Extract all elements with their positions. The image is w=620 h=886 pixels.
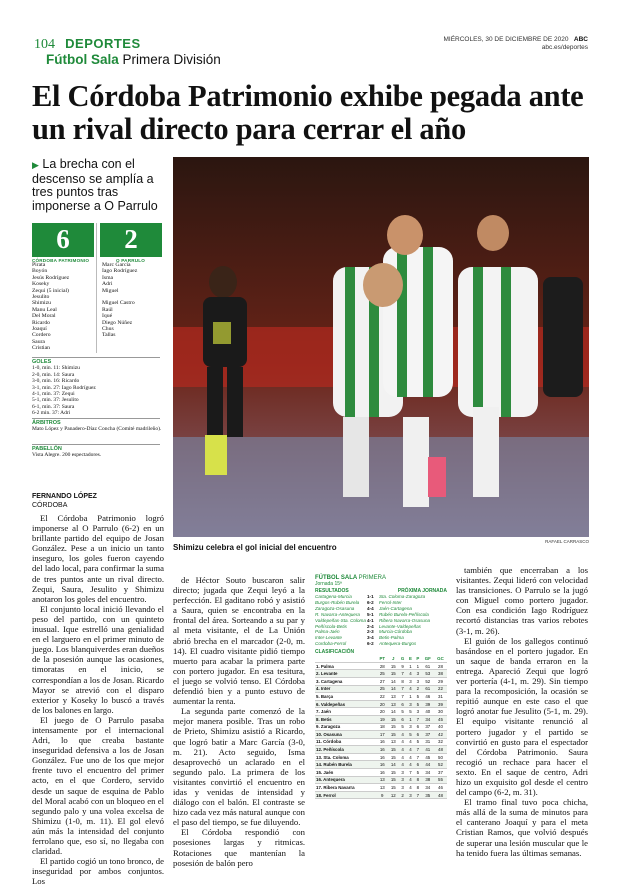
- stat-cell: 3: [398, 784, 406, 792]
- stat-cell: 4: [407, 784, 414, 792]
- home-player: Pirata: [32, 262, 46, 268]
- team-name: 7. Jaén: [315, 708, 377, 716]
- referees-text: Mato López y Panadero-Díaz Concha (Comité madrileño).: [32, 426, 162, 433]
- stat-cell: 14: [388, 761, 398, 769]
- stat-cell: 22: [434, 685, 447, 693]
- stat-cell: 14: [388, 708, 398, 716]
- result-score: 2-4: [367, 623, 374, 629]
- body-column-1: [32, 513, 164, 886]
- stat-cell: 50: [434, 753, 447, 761]
- goal-line: 2-0, min. 14: Saura: [32, 371, 75, 378]
- table-row: [315, 791, 447, 799]
- stat-cell: 15: [388, 715, 398, 723]
- team-name: 3. Cartagena: [315, 677, 377, 685]
- team-name: 11. Córdoba: [315, 738, 377, 746]
- result-match: Peñíscola-Betis: [315, 623, 347, 629]
- body-paragraph: El conjunto local inició llevando el peso del partido, con un quinteto inusual. Ique estrelló una genialidad en el larguero en el primer minuto de juego. Los blanquiverdes eran dueños de la posesión aunque las ocasiones, timoratas en el inicio, se correspondían a los de Josan. Ricardo Mayor se atrevió con el disparo exterior y Koseky lo buscó a través de los balones en largo.: [32, 603, 164, 715]
- body-paragraph: El guión de los gallegos continuó basándose en el portero jugador. En un saque de banda erraron en la entrega. Apareció Zequi que logró ver portería (4-1, m. 29). Sin tiempo para la recomposición, la ocasión se repitió aunque en este caso el que logró anotar fue Jesulito (5-1, m. 29). El equipo visitante renunció al portero jugador y el partido se convirtió en gusto para el espectador del Córdoba Patrimonio. Saura recogió un rechace para hacer el sexto. En el saque de centro, Adri hizo un exquisito gol desde el centro del campo (6-2, m. 31).: [456, 635, 588, 798]
- stat-cell: 16: [377, 761, 389, 769]
- away-player: Chus: [102, 326, 114, 333]
- stat-cell: 5: [407, 708, 414, 716]
- home-player: Zequi (5 inicial): [32, 287, 69, 294]
- stat-cell: 5: [398, 708, 406, 716]
- subsection-bold: Fútbol Sala: [46, 52, 119, 67]
- table-title-bold: FÚTBOL SALA: [315, 575, 357, 581]
- away-player: Adri: [102, 281, 113, 288]
- result-score: 6-2: [367, 599, 374, 605]
- team-name: 10. Osasuna: [315, 731, 377, 739]
- team-name: 17. Ribera Navarra: [315, 784, 377, 792]
- team-name: 8. Betis: [315, 715, 377, 723]
- away-player: Isma: [102, 274, 114, 281]
- stat-cell: 4: [407, 746, 414, 754]
- home-player: Manu Leal: [32, 306, 57, 313]
- page-header: [34, 36, 141, 53]
- column-header: GF: [422, 655, 434, 662]
- byline: [32, 492, 97, 510]
- home-player: Shimizu: [32, 300, 51, 307]
- stat-cell: 34: [422, 784, 434, 792]
- stat-cell: 1: [407, 715, 414, 723]
- stat-cell: 32: [434, 738, 447, 746]
- goal-line: 3-1, min. 27: Iago Rodríguez: [32, 384, 96, 391]
- away-player: Miguel: [102, 287, 119, 294]
- stat-cell: 3: [407, 791, 414, 799]
- website: abc.es/deportes: [541, 44, 588, 51]
- team-name: 6. Valdepeñas: [315, 700, 377, 708]
- table-row: [315, 723, 447, 731]
- header-meta: [443, 36, 588, 52]
- stat-cell: 5: [414, 738, 421, 746]
- stat-cell: 3: [398, 776, 406, 784]
- away-player: Marc García: [102, 262, 131, 268]
- stat-cell: 15: [388, 776, 398, 784]
- result-score: 6-2: [367, 641, 374, 647]
- stat-cell: 16: [377, 738, 389, 746]
- stat-cell: 2: [414, 685, 421, 693]
- standings-table: [315, 655, 447, 799]
- body-paragraph: El juego de O Parrulo pasaba intensamente por el internacional Adri, lo que creaba bastante inseguridad defensiva a los de Josan González. Fue uno de los que mejor frente tuvo el encuentro del primer acto, en el que Cordero, servido desde un saque de esquina de Pablo del Moral acabó con un bloqueo en el segundo palo y una volea excelsa de Shimizu (1-0, m. 11). El gol elevó aún más la intensidad del conjunto ferrolano que, eso sí, no llegaba con claridad.: [32, 714, 164, 857]
- stat-cell: 20: [377, 708, 389, 716]
- stat-cell: 25: [377, 685, 389, 693]
- column-header: P: [414, 655, 421, 662]
- stat-cell: 13: [388, 738, 398, 746]
- body-column-2: [173, 575, 305, 868]
- stat-cell: 7: [407, 769, 414, 777]
- stat-cell: 3: [398, 769, 406, 777]
- standings-box: [315, 575, 447, 799]
- result-match: Cordoba-Ferrol: [315, 641, 347, 647]
- stat-cell: 4: [398, 731, 406, 739]
- table-row: [315, 738, 447, 746]
- table-row: [315, 776, 447, 784]
- stat-cell: 17: [377, 731, 389, 739]
- stat-cell: 2: [398, 791, 406, 799]
- stat-cell: 3: [414, 708, 421, 716]
- stat-cell: 8: [414, 776, 421, 784]
- stat-cell: 20: [377, 700, 389, 708]
- goal-line: 1-0, min. 11: Shimizu: [32, 365, 80, 372]
- table-row: [315, 662, 447, 670]
- brand: ABC: [573, 36, 588, 43]
- deck: [32, 158, 160, 213]
- away-player: Miguel Castro: [102, 300, 135, 307]
- stat-cell: 4: [407, 776, 414, 784]
- result-match: Valdepeñas-Sta. Coloma: [315, 617, 366, 623]
- team-name: 9. Zaragoza: [315, 723, 377, 731]
- stat-cell: 4: [407, 761, 414, 769]
- team-name: 4. Inter: [315, 685, 377, 693]
- stat-cell: 38: [434, 670, 447, 678]
- result-match: Palma-Jaén: [315, 629, 340, 635]
- stat-cell: 5: [414, 700, 421, 708]
- stat-cell: 5: [414, 693, 421, 701]
- stat-cell: 5: [407, 731, 414, 739]
- result-score: 4-4: [367, 605, 374, 611]
- author: FERNANDO LÓPEZ: [32, 493, 97, 500]
- stat-cell: 7: [414, 715, 421, 723]
- stat-cell: 8: [414, 784, 421, 792]
- home-player: Boyón: [32, 268, 48, 275]
- stat-cell: 3: [414, 670, 421, 678]
- stat-cell: 3: [407, 723, 414, 731]
- stat-cell: 45: [422, 753, 434, 761]
- stat-cell: 14: [388, 677, 398, 685]
- table-row: [315, 769, 447, 777]
- team-name: 14. Rubén Burela: [315, 761, 377, 769]
- stat-cell: 3: [414, 677, 421, 685]
- stat-cell: 1: [407, 693, 414, 701]
- home-lineup: [32, 262, 69, 352]
- stat-cell: 16: [377, 746, 389, 754]
- column-header: PT: [377, 655, 389, 662]
- away-player: Tallas: [102, 332, 116, 339]
- stat-cell: 46: [434, 784, 447, 792]
- venue-section: [32, 446, 162, 459]
- stat-cell: 15: [388, 753, 398, 761]
- stat-cell: 9: [398, 662, 406, 670]
- next-match: Ribera Navarra-Osasuna: [379, 617, 431, 623]
- table-row: [315, 746, 447, 754]
- table-row: [315, 753, 447, 761]
- result-score: 1-1: [367, 594, 374, 599]
- stat-cell: 39: [422, 700, 434, 708]
- stat-cell: 9: [377, 791, 389, 799]
- table-row: [315, 685, 447, 693]
- team-name: 16. Antequera: [315, 776, 377, 784]
- table-row: [315, 677, 447, 685]
- stat-cell: 6: [414, 731, 421, 739]
- result-score: 2-3: [367, 629, 374, 635]
- stat-cell: 7: [414, 791, 421, 799]
- team-name: 13. Sta. Coloma: [315, 753, 377, 761]
- stat-cell: 3: [407, 677, 414, 685]
- home-player: Joaquí: [32, 326, 47, 333]
- stat-cell: 12: [388, 791, 398, 799]
- away-team: O PARRULO: [116, 258, 146, 263]
- stat-cell: 52: [422, 677, 434, 685]
- stat-cell: 48: [434, 746, 447, 754]
- stat-cell: 13: [388, 693, 398, 701]
- referees-section: [32, 420, 162, 433]
- stat-cell: 4: [398, 738, 406, 746]
- stat-cell: 53: [422, 670, 434, 678]
- away-score: 2: [100, 223, 162, 257]
- stat-cell: 25: [377, 670, 389, 678]
- table-row: [315, 761, 447, 769]
- stat-cell: 5: [414, 769, 421, 777]
- table-row: [315, 670, 447, 678]
- players-celebrating-image: [173, 157, 589, 537]
- stat-cell: 27: [377, 677, 389, 685]
- table-row: [315, 700, 447, 708]
- stat-cell: 39: [434, 700, 447, 708]
- stat-cell: 4: [407, 670, 414, 678]
- stat-cell: 19: [377, 715, 389, 723]
- body-paragraph: La segunda parte comenzó de la mejor manera posible. Tras un robo de Prieto, Shimizu asistió a Ricardo, que logró batir a Marc García (3-0, m. 21). Acto seguido, Isma desaprovechó un aclarado en el segundo palo. La primera de los visitantes convirtió el encuentro en idas y venidas de intensidad y diálogo con el balón. El contraste se hizo cada vez más natural aunque con el paso del tiempo, se fue diluyendo.: [173, 706, 305, 828]
- stat-cell: 5: [398, 723, 406, 731]
- next-match: Antequera-Burgos: [379, 641, 417, 647]
- next-match: Jaén-Cartagena: [379, 605, 412, 611]
- body-paragraph: también que encerraban a los visitantes. Zequi lideró con velocidad las transiciones. O Parrulo se la jugó con Miguel como portero jugador. Con esa condición Iago Rodríguez recortó distancias tras varios rebotes (3-1, m. 26).: [456, 565, 588, 636]
- stat-cell: 41: [422, 746, 434, 754]
- stat-cell: 37: [434, 769, 447, 777]
- stat-cell: 45: [434, 715, 447, 723]
- body-paragraph: de Héctor Souto buscaron salir directo; jugada que Zequi leyó a la perfección. El gaditano robó y asistió a Saura, quien se encontraba en la frontal del área. Sorteando a su par y al meta visitante, el de La Unión abrió brecha en el marcador (2-0, m. 14). El cuadro visitante pidió tiempo muerto para acabar la primera parte con portero jugador. En esa tesitura, el juego se volvió tenso. El Córdoba defendió bien y a punto estuvo de aumentar la renta.: [173, 575, 305, 707]
- stat-cell: 40: [422, 708, 434, 716]
- body-paragraph: El Córdoba Patrimonio logró imponerse al O Parrulo (6-2) en un brillante partido del equipo de Josan González. Pese a un inicio un tanto inseguro, los goles fueron cayendo del lado local, para confirmar la suma de tres puntos ante un rival directo. Zequi, Saura, Jesulito y Shimizu anotaron los goles del encuentro.: [32, 513, 164, 604]
- body-paragraph: El partido cogió un tono bronco, de inseguridad por ambos conjuntos. Los: [32, 856, 164, 886]
- goal-line: 3-0, min. 16: Ricardo: [32, 378, 80, 385]
- home-player: Jesulito: [32, 294, 50, 301]
- stat-cell: 46: [422, 693, 434, 701]
- stat-cell: 13: [388, 700, 398, 708]
- stat-cell: 15: [388, 746, 398, 754]
- result-score: 4-1: [367, 617, 374, 623]
- stat-cell: 28: [434, 662, 447, 670]
- stat-cell: 1: [407, 662, 414, 670]
- stat-cell: 22: [377, 693, 389, 701]
- stat-cell: 6: [414, 761, 421, 769]
- stat-cell: 30: [434, 708, 447, 716]
- stat-cell: 8: [398, 677, 406, 685]
- table-row: [315, 731, 447, 739]
- stat-cell: 15: [388, 670, 398, 678]
- next-match: Sta. Coloma-Zaragoza: [379, 594, 426, 599]
- home-team: CÓRDOBA PATRIMONIO: [32, 258, 90, 263]
- stat-cell: 4: [398, 753, 406, 761]
- subsection-rest: Primera División: [122, 52, 221, 67]
- next-match: Levante-Valdepeñas: [379, 623, 421, 629]
- stat-cell: 7: [414, 753, 421, 761]
- stat-cell: 3: [407, 700, 414, 708]
- stat-cell: 34: [422, 769, 434, 777]
- photo-caption: Shimizu celebra el gol inicial del encuentro: [173, 543, 337, 552]
- result-match: R. Navarra-Antequera: [315, 611, 360, 617]
- home-score: 6: [32, 223, 94, 257]
- stat-cell: 1: [414, 662, 421, 670]
- triangle-bullet-icon: ▶: [32, 160, 39, 170]
- home-player: Del Moral: [32, 313, 56, 320]
- stat-cell: 28: [377, 662, 389, 670]
- stat-cell: 61: [422, 685, 434, 693]
- stat-cell: 18: [377, 723, 389, 731]
- team-name: 18. Ferrol: [315, 791, 377, 799]
- column-header: G: [398, 655, 406, 662]
- goals-label: GOLES: [32, 359, 52, 365]
- stat-cell: 16: [377, 769, 389, 777]
- away-player: Iqué: [102, 313, 113, 320]
- section-name: DEPORTES: [65, 36, 141, 51]
- body-paragraph: El Córdoba respondió con posesiones largas y ritmicas. Rotaciones que mantenían la posesión de balón pero: [173, 827, 305, 868]
- team-name: 15. Jaén: [315, 769, 377, 777]
- stat-cell: 6: [414, 723, 421, 731]
- subsection: [46, 52, 221, 67]
- result-row: [315, 641, 447, 647]
- class-label: CLASIFICACIÓN: [315, 649, 355, 656]
- jornada: Jornada 15ª: [315, 581, 342, 587]
- table-row: [315, 784, 447, 792]
- stat-cell: 6: [398, 700, 406, 708]
- stat-cell: 13: [377, 776, 389, 784]
- stat-cell: 15: [388, 662, 398, 670]
- stat-cell: 7: [398, 693, 406, 701]
- team-name: 5. Barça: [315, 693, 377, 701]
- home-player: Cordero: [32, 332, 51, 339]
- next-match: Betis-Palma: [379, 635, 404, 641]
- stat-cell: 6: [398, 715, 406, 723]
- body-paragraph: El tramo final tuvo poca chicha, más allá de la suma de minutos para el canterano Joaquí y para el meta Cristian Ramos, que volvió después de superar una lesión muscular que le ha tenido fuera las últimas semanas.: [456, 797, 588, 858]
- stat-cell: 38: [422, 776, 434, 784]
- result-match: Zaragoza-Osasuna: [315, 605, 355, 611]
- stat-cell: 37: [422, 723, 434, 731]
- goal-line: 4-1, min. 37: Zequi: [32, 391, 75, 398]
- body-column-4: [456, 565, 588, 858]
- goal-line: 6-1, min. 37: Saura: [32, 403, 75, 410]
- stat-cell: 15: [388, 731, 398, 739]
- stat-cell: 4: [407, 685, 414, 693]
- results-label: RESULTADOS: [315, 588, 349, 594]
- stat-cell: 4: [398, 746, 406, 754]
- goal-line: 6-2 min. 37: Adri: [32, 410, 71, 417]
- home-player: Koseky: [32, 281, 50, 288]
- stat-cell: 31: [422, 738, 434, 746]
- home-player: Saura: [32, 338, 45, 345]
- headline: El Córdoba Patrimonio exhibe pegada ante un rival directo para cerrar el año: [32, 79, 584, 146]
- stat-cell: 16: [377, 753, 389, 761]
- stat-cell: 7: [398, 670, 406, 678]
- stat-cell: 4: [407, 738, 414, 746]
- stat-cell: 48: [434, 791, 447, 799]
- stat-cell: 7: [414, 746, 421, 754]
- deck-text: La brecha con el descenso se amplía a tres puntos tras imponerse a O Parrulo: [32, 157, 158, 213]
- goal-line: 5-1, min. 37: Jesulito: [32, 397, 79, 404]
- stat-cell: 44: [422, 761, 434, 769]
- goals-section: [32, 359, 162, 417]
- result-match: Inter-Levante: [315, 635, 342, 641]
- photo-credit: RAFAEL CARRASCO: [545, 539, 589, 544]
- stat-cell: 13: [377, 784, 389, 792]
- team-name: 2. Levante: [315, 670, 377, 678]
- page-number: 104: [34, 37, 55, 52]
- stat-cell: 37: [422, 731, 434, 739]
- next-match: Murcia-Córdoba: [379, 629, 412, 635]
- away-player: Diego Núñez: [102, 319, 133, 326]
- stat-cell: 4: [407, 753, 414, 761]
- team-name: 12. Peñíscola: [315, 746, 377, 754]
- column-header: J: [388, 655, 398, 662]
- issue-date: MIÉRCOLES, 30 DE DICIEMBRE DE 2020: [443, 36, 569, 43]
- stat-cell: 31: [434, 693, 447, 701]
- home-player: Ricardo: [32, 319, 51, 326]
- table-row: [315, 708, 447, 716]
- next-match: Rubén Burela-Peñíscola: [379, 611, 429, 617]
- home-player: Cristian: [32, 345, 51, 352]
- stat-cell: 4: [398, 761, 406, 769]
- result-score: 3-4: [367, 635, 374, 641]
- stat-cell: 15: [388, 723, 398, 731]
- result-score: 5-1: [367, 611, 374, 617]
- stat-cell: 34: [422, 715, 434, 723]
- stat-cell: 15: [388, 784, 398, 792]
- table-row: [315, 693, 447, 701]
- stat-cell: 42: [434, 731, 447, 739]
- venue-label: PABELLÓN: [32, 446, 62, 452]
- venue-text: Vista Alegre. 200 espectadores.: [32, 452, 102, 459]
- stat-cell: 29: [434, 677, 447, 685]
- stat-cell: 15: [388, 769, 398, 777]
- home-player: Jesús Rodríguez: [32, 274, 70, 281]
- away-player: Raúl: [102, 306, 113, 313]
- result-match: Cartagena-Murcia: [315, 594, 352, 599]
- stat-cell: 52: [434, 761, 447, 769]
- table-title-rest: PRIMERA: [358, 575, 387, 581]
- result-match: Burgos-Rubén Burela: [315, 599, 360, 605]
- stat-cell: 40: [434, 723, 447, 731]
- away-lineup: [102, 262, 137, 339]
- away-player: Iago Rodríguez: [102, 268, 138, 275]
- stat-cell: 55: [434, 776, 447, 784]
- next-match: Ferrol-Inter: [379, 599, 402, 605]
- referees-label: ÁRBITROS: [32, 420, 61, 426]
- stat-cell: 35: [422, 791, 434, 799]
- column-header: GC: [434, 655, 447, 662]
- stat-cell: 61: [422, 662, 434, 670]
- team-name: 1. Palma: [315, 662, 377, 670]
- next-label: PRÓXIMA JORNADA: [397, 588, 447, 594]
- city: CÓRDOBA: [32, 502, 68, 509]
- main-photo: [173, 157, 589, 537]
- column-header: E: [407, 655, 414, 662]
- table-row: [315, 715, 447, 723]
- stat-cell: 7: [398, 685, 406, 693]
- stat-cell: 14: [388, 685, 398, 693]
